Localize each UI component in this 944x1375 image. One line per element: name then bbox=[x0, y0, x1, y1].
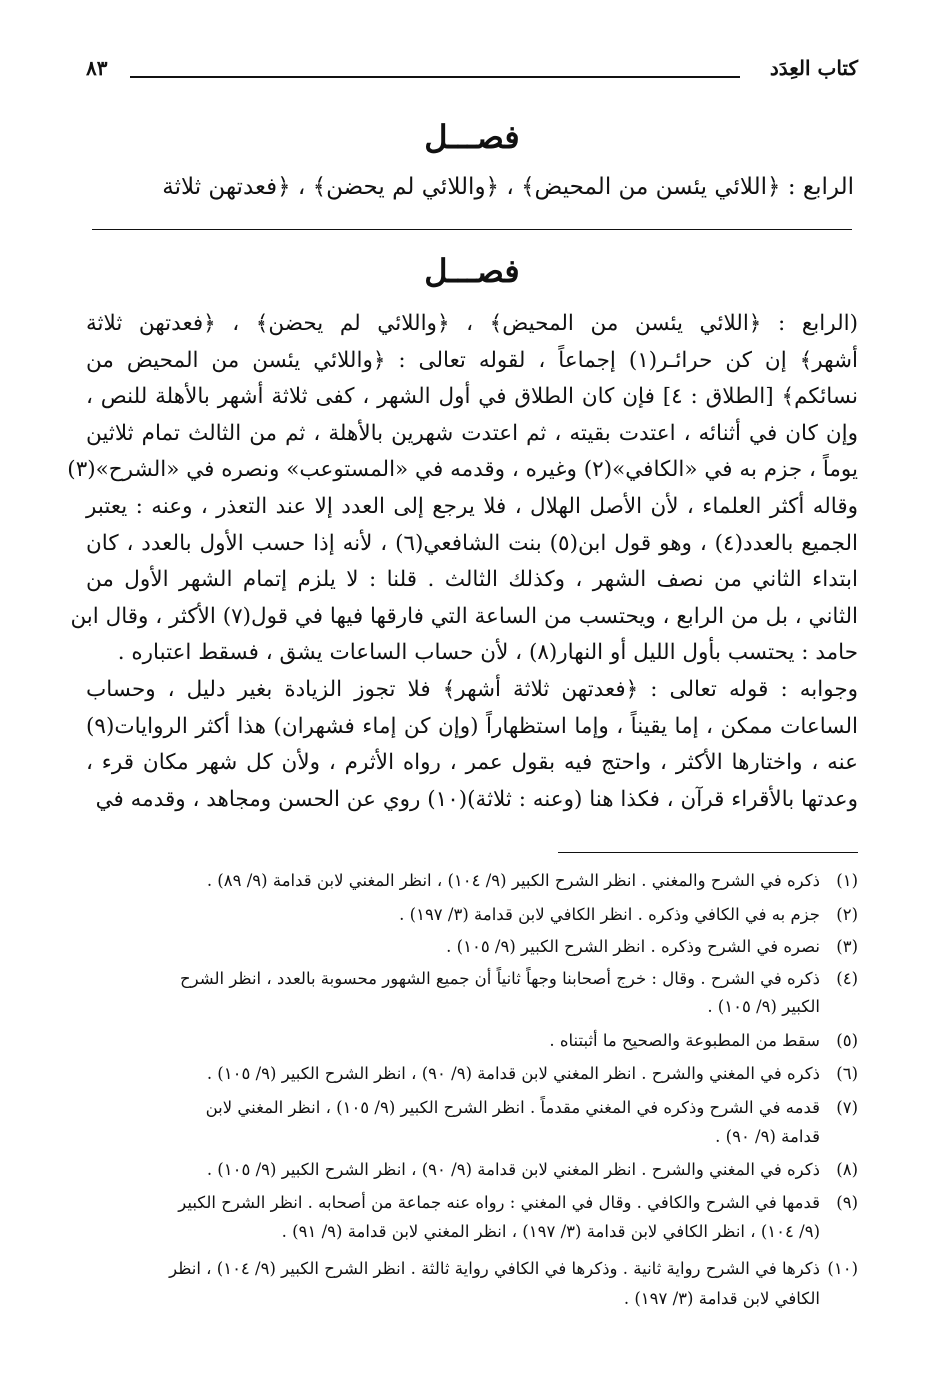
footnote-text: ذكره في المغني والشرح . انظر المغني لابن قدامة (٩/ ٩٠) ، انظر الشرح الكبير (٩/ ١٠٥) . bbox=[206, 1160, 820, 1179]
footnote-number: (١٠) bbox=[827, 1259, 858, 1278]
footnote-number: (٧) bbox=[836, 1098, 858, 1117]
body-line: وإن كان في أثنائه ، اعتدت بقيته ، ثم اعتدت شهرين بالأهلة ، ثم من الثالث تمام ثلاثين bbox=[86, 420, 858, 446]
footnote-line bbox=[86, 1028, 858, 1054]
body-line: حامد : يحتسب بأول الليل أو النهار(٨) ، لأن حساب الساعات يشق ، فسقط اعتباره . bbox=[117, 640, 858, 666]
footnote-text: قدمها في الشرح والكافي . وقال في المغني : رواه عنه جماعة من أصحابه . انظر الشرح الكبير bbox=[178, 1193, 820, 1212]
running-header bbox=[86, 56, 858, 86]
page-number: ٨٣ bbox=[86, 56, 108, 80]
footnote-line bbox=[86, 994, 820, 1020]
footnote-line bbox=[86, 1124, 820, 1150]
footnote-text: الكبير (٩/ ١٠٥) . bbox=[707, 997, 820, 1016]
footnote-number: (١) bbox=[836, 871, 858, 890]
body-line: أشهر﴾ إن كن حرائـر(١) إجماعاً ، لقوله تعالى : ﴿واللائي يئسن من المحيض من bbox=[86, 347, 858, 373]
footnote-line bbox=[86, 1256, 858, 1282]
footnote-number: (٦) bbox=[836, 1064, 858, 1083]
footnote-number: (٨) bbox=[836, 1160, 858, 1179]
footnote-number: (٣) bbox=[836, 937, 858, 956]
footnote-line bbox=[86, 1219, 820, 1245]
body-line: الساعات ممكن ، إما يقيناً ، وإما استظهاراً (وإن كن إماء فشهران) هذا أكثر الروايات(٩) bbox=[86, 713, 858, 739]
footnote-text: قدمه في الشرح وذكره في المغني مقدماً . انظر الشرح الكبير (٩/ ١٠٥) ، انظر المغني لابن bbox=[205, 1098, 820, 1117]
footnote-line bbox=[86, 1061, 858, 1087]
footnote-number: (٤) bbox=[836, 969, 858, 988]
footnote-text: جزم به في الكافي وذكره . انظر الكافي لابن قدامة (٣/ ١٩٧) . bbox=[399, 905, 820, 924]
footnote-line bbox=[86, 1157, 858, 1183]
footnote-line bbox=[86, 868, 858, 894]
footnote-text: ذكره في الشرح والمغني . انظر الشرح الكبير (٩/ ١٠٤) ، انظر المغني لابن قدامة (٩/ ٨٩) . bbox=[206, 871, 820, 890]
footnote-text: ذكره في الشرح . وقال : خرج أصحابنا وجهاً ثانياً أن جميع الشهور محسوبة بالعدد ، انظر الشرح bbox=[179, 969, 820, 988]
body-line: (الرابع : ﴿اللائي يئسن من المحيض﴾ ، ﴿واللائي لم يحضن﴾ ، ﴿فعدتهن ثلاثة bbox=[86, 311, 858, 336]
footnote-number: (٩) bbox=[836, 1193, 858, 1212]
body-line: عنه ، واختارها الأكثر ، واحتج فيه بقول عمر ، رواه الأثرم ، ولأن كل شهر مكان قرء ، bbox=[86, 750, 858, 776]
body-line: وعدتها بالأقراء قرآن ، فكذا هنا (وعنه : ثلاثة)(١٠) روي عن الحسن ومجاهد ، وقدمه في bbox=[95, 786, 858, 812]
body-line: وجوابه : قوله تعالى : ﴿فعدتهن ثلاثة أشهر﴾ فلا تجوز الزيادة بغير دليل ، وحساب bbox=[86, 677, 858, 702]
footnote-text: الكافي لابن قدامة (٣/ ١٩٧) . bbox=[623, 1289, 820, 1308]
body-line: نسائكم﴾ [الطلاق : ٤] فإن كان الطلاق في أول الشهر ، كفى ثلاثة أشهر بالأهلة للنص ، bbox=[86, 384, 858, 410]
footnote-line bbox=[86, 1190, 858, 1216]
footnote-number: (٥) bbox=[836, 1031, 858, 1050]
footnote-line bbox=[86, 934, 858, 960]
footnote-line bbox=[86, 1286, 820, 1312]
footnote-text: (٩/ ١٠٤) ، انظر الكافي لابن قدامة (٣/ ١٩٧) ، انظر المغني لابن قدامة (٩/ ٩١) . bbox=[281, 1222, 820, 1241]
footnote-divider bbox=[558, 852, 858, 853]
section-title: فصـــل bbox=[424, 252, 520, 290]
footnote-number: (٢) bbox=[836, 905, 858, 924]
footnote-text: قدامة (٩/ ٩٠) . bbox=[715, 1127, 820, 1146]
section-intro-line: الرابع : ﴿اللائي يئسن من المحيض﴾ ، ﴿واللائي لم يحضن﴾ ، ﴿فعدتهن ثلاثة bbox=[162, 174, 854, 200]
footnote-text: نصره في الشرح وذكره . انظر الشرح الكبير (٩/ ١٠٥) . bbox=[446, 937, 820, 956]
section-divider bbox=[92, 229, 852, 230]
header-rule bbox=[130, 76, 740, 78]
footnote-text: ذكرها في الشرح رواية ثانية . وذكرها في الكافي رواية ثالثة . انظر الشرح الكبير (٩/ ١٠٤) ، انظر bbox=[169, 1259, 820, 1278]
section-title: فصـــل bbox=[424, 118, 520, 156]
body-line: الثاني ، بل من الرابع ، ويحتسب من الساعة التي فارقها فيها في قول(٧) الأكثر ، وقال ابن bbox=[70, 603, 858, 629]
body-line: يوماً ، جزم به في «الكافي»(٢) وغيره ، وقدمه في «المستوعب» ونصره في «الشرح»(٣) bbox=[67, 457, 858, 483]
footnote-line bbox=[86, 1095, 858, 1121]
footnote-line bbox=[86, 902, 858, 928]
footnote-text: سقط من المطبوعة والصحيح ما أثبتناه . bbox=[549, 1031, 820, 1050]
footnote-text: ذكره في المغني والشرح . انظر المغني لابن قدامة (٩/ ٩٠) ، انظر الشرح الكبير (٩/ ١٠٥) . bbox=[206, 1064, 820, 1083]
body-line: وقاله أكثر العلماء ، لأن الأصل الهلال ، فلا يرجع إلى العدد إلا عند التعذر ، وعنه : يعتبر bbox=[86, 494, 858, 519]
body-line: ابتداء الثاني من نصف الشهر ، وكذلك الثالث . قلنا : لا يلزم إتمام الشهر الأول من bbox=[86, 567, 858, 593]
body-line: الجميع بالعدد(٤) ، وهو قول ابن(٥) بنت الشافعي(٦) ، لأنه إذا حسب الأول بالعدد ، كان bbox=[86, 530, 858, 556]
footnote-line bbox=[86, 966, 858, 992]
book-title: كتاب العِدَد bbox=[769, 56, 858, 80]
